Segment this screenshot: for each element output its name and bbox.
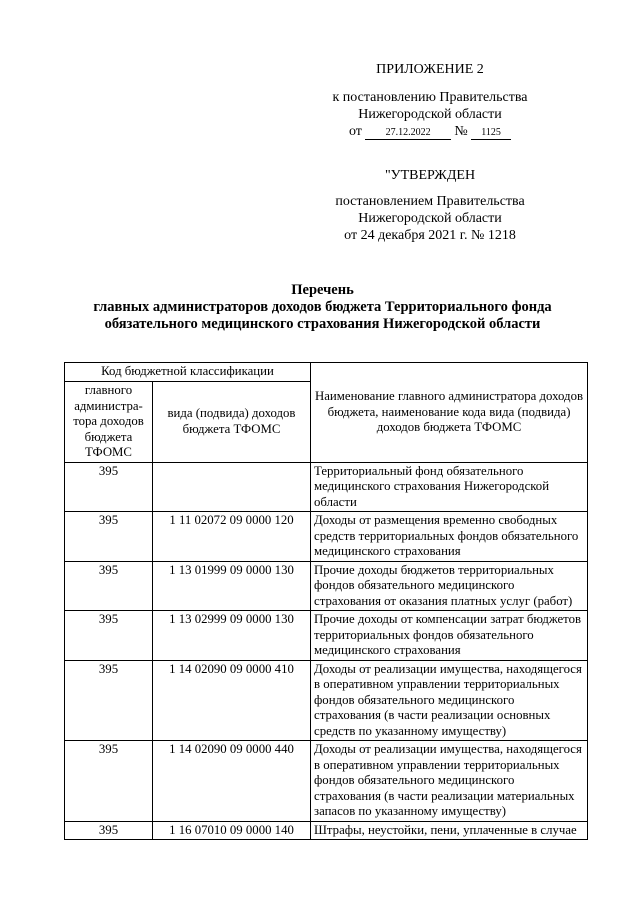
admin-code-cell: 395 — [65, 512, 153, 562]
date-label: от — [348, 124, 362, 139]
appendix-title: ПРИЛОЖЕНИЕ 2 — [376, 62, 484, 77]
appendix-to-line-1: к постановлению Правительства — [332, 90, 528, 105]
name-cell: Прочие доходы от компенсации затрат бюджетов территориальных фондов обязательного медицинского страхования — [311, 611, 588, 661]
admin-code-cell: 395 — [65, 561, 153, 611]
appendix-reference — [300, 89, 560, 123]
income-kind-cell: 1 13 02999 09 0000 130 — [153, 611, 311, 661]
table-row — [65, 561, 588, 611]
administrators-table — [64, 362, 588, 840]
name-cell: Доходы от реализации имущества, находящегося в оперативном управлении территориальных фондов обязательного медицинского страхования (в части реализации основных средств по указанному имуществу) — [311, 660, 588, 741]
resolution-dateline — [300, 123, 560, 140]
resolution-date: 27.12.2022 — [365, 126, 451, 140]
income-kind-cell: 1 13 01999 09 0000 130 — [153, 561, 311, 611]
income-kind-column-header: вида (подвида) доходов бюджета ТФОМС — [153, 382, 311, 463]
admin-code-cell: 395 — [65, 462, 153, 512]
approved-by-line-3: от 24 декабря 2021 г. № 1218 — [344, 228, 516, 243]
approved-by-line-1: постановлением Правительства — [335, 194, 525, 209]
table-row — [65, 462, 588, 512]
appendix-title-block — [300, 61, 560, 78]
table-row — [65, 611, 588, 661]
table-row — [65, 512, 588, 562]
appendix-to-line-2: Нижегородской области — [358, 107, 502, 122]
name-cell: Штрафы, неустойки, пени, уплаченные в случае — [311, 821, 588, 840]
name-column-header: Наименование главного администратора доходов бюджета, наименование кода вида (подвида) доходов бюджета ТФОМС — [311, 363, 588, 463]
income-kind-cell: 1 16 07010 09 0000 140 — [153, 821, 311, 840]
admin-code-cell: 395 — [65, 821, 153, 840]
income-kind-cell: 1 11 02072 09 0000 120 — [153, 512, 311, 562]
table-row — [65, 741, 588, 822]
title-line-2: главных администраторов доходов бюджета Территориального фонда — [93, 299, 552, 315]
table-row — [65, 821, 588, 840]
name-cell: Прочие доходы бюджетов территориальных фондов обязательного медицинского страхования от оказания платных услуг (работ) — [311, 561, 588, 611]
admin-code-cell: 395 — [65, 660, 153, 741]
approved-by-line-2: Нижегородской области — [358, 211, 502, 226]
name-cell: Доходы от реализации имущества, находящегося в оперативном управлении территориальных фондов обязательного медицинского страхования (в части реализации материальных запасов по указанному имуществу) — [311, 741, 588, 822]
name-cell: Доходы от размещения временно свободных средств территориальных фондов обязательного медицинского страхования — [311, 512, 588, 562]
approved-by-block — [300, 193, 560, 244]
title-line-3: обязательного медицинского страхования Нижегородской области — [104, 316, 541, 332]
name-cell: Территориальный фонд обязательного медицинского страхования Нижегородской области — [311, 462, 588, 512]
budget-classification-header: Код бюджетной классификации — [65, 363, 311, 382]
number-label: № — [454, 124, 468, 139]
income-kind-cell — [153, 462, 311, 512]
resolution-number: 1125 — [471, 126, 511, 140]
approved-block — [300, 167, 560, 184]
admin-code-cell: 395 — [65, 611, 153, 661]
admin-code-column-header: главного администра-тора доходов бюджета ТФОМС — [65, 382, 153, 463]
title-line-1: Перечень — [291, 282, 354, 298]
approved-label: "УТВЕРЖДЕН — [384, 168, 476, 183]
income-kind-cell: 1 14 02090 09 0000 410 — [153, 660, 311, 741]
admin-code-cell: 395 — [65, 741, 153, 822]
income-kind-cell: 1 14 02090 09 0000 440 — [153, 741, 311, 822]
document-title — [60, 282, 585, 333]
table-row — [65, 660, 588, 741]
